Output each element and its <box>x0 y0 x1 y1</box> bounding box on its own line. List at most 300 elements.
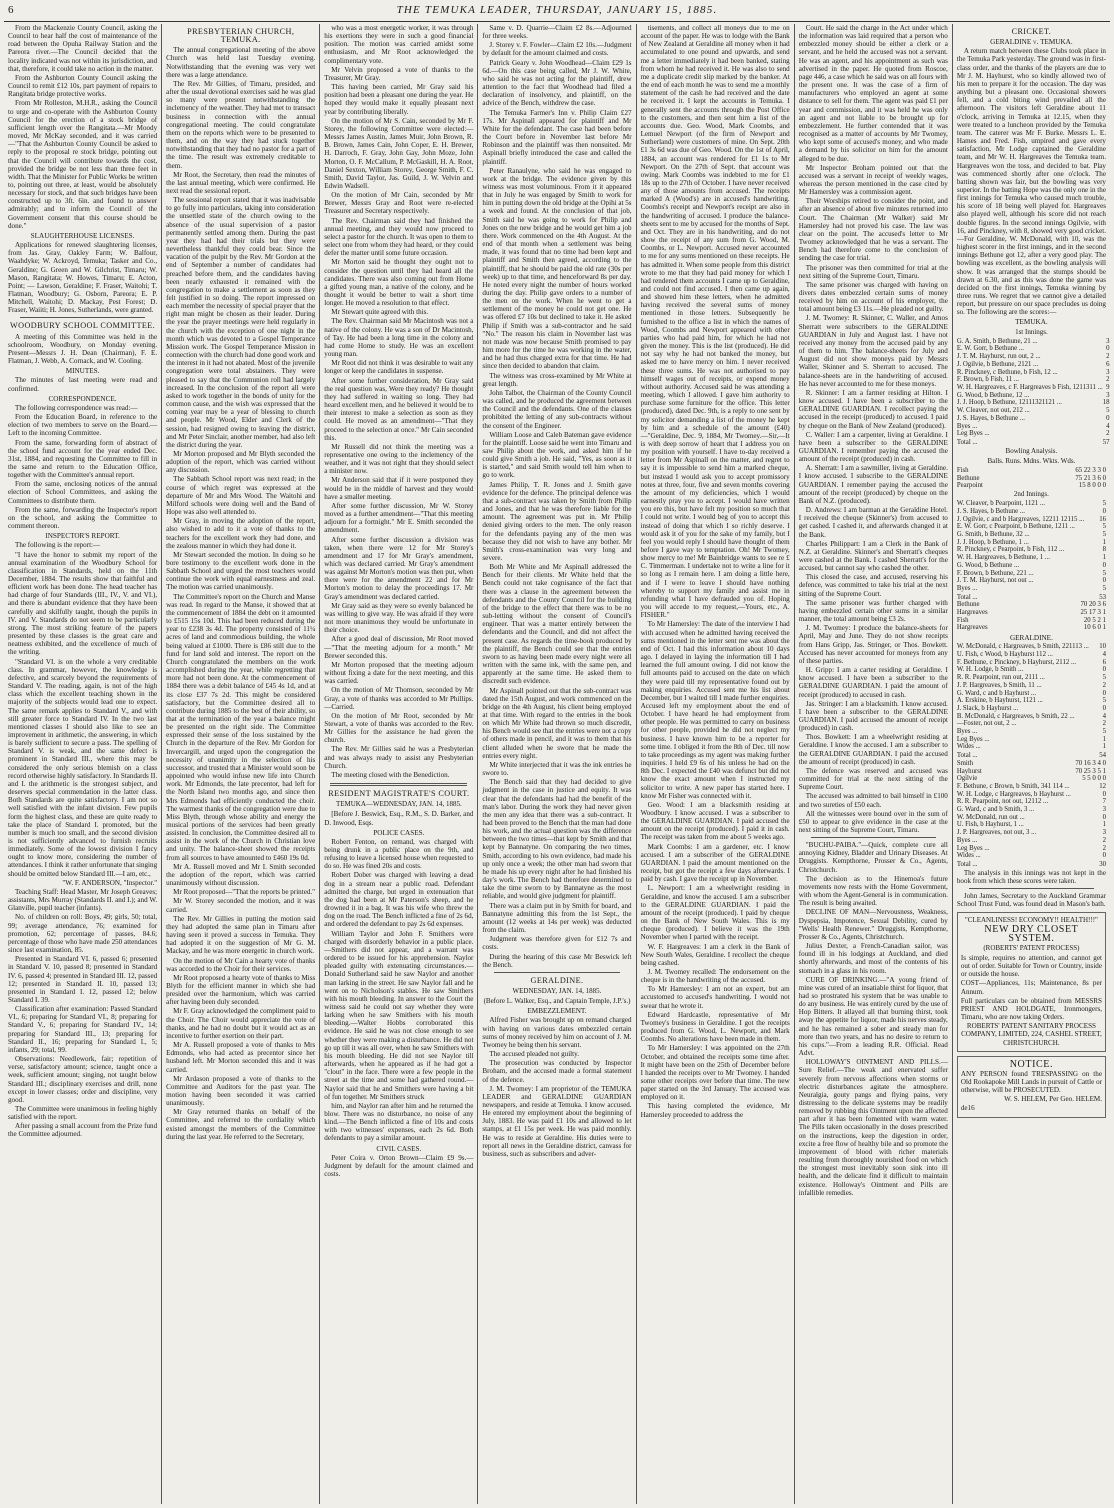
bowling-analysis-1 <box>957 467 1106 490</box>
bowler-name: Hargreaves <box>956 609 988 617</box>
paragraph: On the motion of Mr Thomson, seconded by Mr Gray, a vote of thanks was accorded to Mr Phillips.—Carried. <box>324 686 474 711</box>
total-runs: 57 <box>1102 438 1110 446</box>
batsman-entry: J. P. Hargreaves, not out, 3 ... <box>956 829 1037 837</box>
paragraph: Mr Root proposed—"That the reports be printed." <box>173 888 316 897</box>
bowling-analysis-3 <box>957 760 1106 783</box>
runs: 4 <box>1106 422 1110 430</box>
paragraph: Jas. Stringer: I am a blacksmith. I know accused. I have been a subscriber to the GERALDINE GUARDIAN. I paid accused the amount of receipt (produced) in cash. <box>798 699 948 733</box>
column-7 <box>953 24 1110 1504</box>
column-1 <box>4 24 162 1504</box>
bench-line: [Before J. Beswick, Esq., R.M., S. D. Barker, and D. Inwood, Esqs. <box>324 810 474 827</box>
bowler-name: Pearpoint <box>956 482 983 490</box>
dateline: WEDNESDAY, JAN. 14, 1885. <box>512 986 602 995</box>
paragraph: The sessional report stated that it was inadvisable to go fully into particulars, taking into consideration the unsettled state of the church owing to the absence of the usual supervision of a pastor permanently settled among them. During the past year they had had their trials but they were nevertheless thankful they could bear. Since the vacation of the pulpit by the Rev. Mr Gordon at the end of September a number of candidates had preached before them, and the candidates having been nearly exhausted it remained with the congregation to make a settlement as soon as they felt justified in so doing. The report impressed on each member the necessity of special prayer that the right man might be chosen as their leader. During the year the prayer meetings were held regularly in the church with the exception of one night in the month which was devoted to a Gospel Temperance Mission work. The Gospel Temperance Mission in connection with the church had done good work and the interest in it had not abated. Most of the juvenile congregation were total abstainers. They were pleased to say that the Communion roll had largely increased. In the conclusion of the report all were asked to work together in the bonds of unity for the common cause, and the wish was expressed that the coming year may be a year of blessing to church and people. Mr Wood, Elder and Clerk of the session, had resigned owing to leaving the district, and Mr Peter Sinclair, another member, had also left the district during the year. <box>166 196 316 449</box>
paragraph: This closed the case, and accused, reserving his defence, was committed to take his trial at the next sitting of the Supreme Court. <box>798 573 948 598</box>
score-row <box>957 554 1106 562</box>
bowling-figures: 10 6 0 1 <box>1083 624 1106 632</box>
paragraph: J. M. Twomey: I produce the balance-sheets for April, May and June. They do not show receipts from Hans Gripp, Jas. Stringer, or Thos. Bowkett. Accused has never accounted for moneys from any of these parties. <box>798 624 948 665</box>
paragraph: On the motion of Mr Cain, seconded by Mr Brewer, Messrs Gray and Root were re-elected Treasurer and Secretary respectively. <box>324 191 474 216</box>
section-heading: INSPECTOR'S REPORT. <box>45 532 120 541</box>
paragraph: Judgment was therefore given for £12 7s and costs. <box>482 935 632 952</box>
column-6 <box>795 24 953 1504</box>
section-heading: CORRESPONDENCE. <box>48 394 117 403</box>
bowling-row <box>957 475 1106 483</box>
runs: 1 <box>1102 821 1106 829</box>
paragraph: This having completed the evidence, Mr Hamersley proceeded to address the <box>640 1102 790 1119</box>
paragraph: Mr Gray said as they were so evenly balanced he was willing to give way. He was afraid if they were not more unanimous they would be unfortunate in their choice. <box>324 601 474 635</box>
runs: 3 <box>1106 368 1110 376</box>
article-heading: PRESBYTERIAN CHURCH, TEMUKA. <box>187 27 295 45</box>
runs: 6 <box>1102 658 1106 666</box>
runs: 2 <box>1106 430 1110 438</box>
paragraph: After some further discussion a division was taken, when there were 12 for Mr Storey's amendment and 17 for Mr Gray's amendment, which was declared carried. Mr Gray's amendment was against Mr Morton's motion was then put, when there were for the amendment 22 and for Mr Morton's motion to delay the proceedings 17. Mr Gray's amendment was declared carried. <box>324 535 474 601</box>
paragraph: tisements, and collect all moneys due to me on account of the paper. He was to lodge with the Bank of New Zealand at Geraldine all money when it had accumulated to one pound and upwards, and send me a letter immediately it had been banked, stating from whom he had received it. He was also to send me a duplicate credit slip marked by the banker. At the end of each month he was to send me a monthly statement of the cash he had received and the date he received it. I kept the accounts in Temuka. I generally sent the accounts through the Post Office to the customers, and then sent him a list of the accounts due. Geo. Wood, Mark Coombs, and Lemuel Newport (of the firm of Newport and Sutherland) were customers of mine. On Sept. 20th £1 3s 6d was due of Geo. Wood. On the 1st of April, 1884, an account was rendered for £1 1s to Mr Newport. On the 27th of Sept. that account was owing. Mark Coombs was indebted to me for £1 18s up to the 27th of October. I have never received any of those amounts from accused. The receipts marked A (Wood's) are in accused's handwriting. Coombs's receipt and Newport's receipt are also in the handwriting of accused. I produce the balance-sheets sent to me by accused for the months of Sept. and Oct. They are in his handwriting, and do not show the receipt of any sum from G. Wood, M. Coombs, or L. Newport. Accused never accounted to me for any sums mentioned on these receipts. He has admitted it. When some people from this district wrote to me that they had paid money for which I had rendered them accounts I came up to Geraldine, and could not find accused. I then came up again, and showed him these letters, when he admitted having received the several sums of money mentioned in those letters. Subsequently he furnished to the office a list in which the names of Wood, Coombs and Newport appeared with other parties who had paid him, for which he had not given the money. This is the list (produced). He did not say why he had not banked the money, but asked me to have mercy on him. I never received these three sums. He was not authorised to pay himself wages out of receipts, or expend money without authority. Accused said he was attending a meeting, which I allowed. I gave him authority to purchase some furniture for the office. This letter (produced), dated Dec. 9th, is a reply to one sent by my solicitor demanding a list of the money he kept by him and a schedule of the amount (£40)—"Geraldine, Dec. 9, 1884, Mr Twomey.—Sir,—It is with deep sorrow of heart that I address you on my position with yourself. I have to-day received a letter from Mr Aspinall on the matter, and regret to say it is impossible to send him a marked cheque, but instead I would ask you to accept promissory notes at three, four, five and seven months covering the amount of my deficiencies, which I would earnestly pray you to accept. I would have written you ere this, but have felt my position so much that I could not write. I would beg of you to accept this instead of doing that which I so richly deserve. I would ask it of you for the sake of my family, but I feel you would reply I should have thought of them before I gave way to temptation. Oh! Mr Twomey, show mercy to me! Mr Bainbridge wants to see re £ C. Timmerman. I undertake not to write a line for it so long as I remain here. I am doing a little here, and if I were to leave I should have nothing whereby to support my family and assist me in refunding what I have defrauded you of. Hoping you will accede to my request,—Yours, etc., A. FISHER." <box>640 24 790 620</box>
paragraph: This having been carried, Mr Gray said his position had been a pleasant one during the year. He hoped they would make it equally pleasant next year by contributing liberally. <box>324 83 474 116</box>
paragraph: William Taylor and John F. Smithers were charged with disorderly behavior in a public place.—Smithers did not appear, and a warrant was ordered to be issued for his apprehension. Naylor pleaded guilty with extenuating circumstances.—Donald Sutherland said he saw Naylor and another man larking in the street. He saw Naylor fall and he went on to Nicholson's stables. He saw Smithers with his mouth bleeding. In answer to the Court the witness said he could not say whether they were larking when he saw Smithers with his mouth bleeding.—Walter Hobbs corroborated this evidence. He said he was not close enough to see whether they were making a disturbance. He did not go up till it was all over, when he saw Smithers with his mouth bleeding. He did not see Naylor till afterwards, when he appeared as if he had got a "clout" in the face. There were a few people in the street at the time and some had gathered round.—Naylor said that he and Smithers were having a bit of fun together. Mr Smithers struck <box>324 929 474 1101</box>
score-row <box>957 821 1106 829</box>
runs: 0 <box>1102 689 1106 697</box>
runs: 1 <box>1102 554 1106 562</box>
paragraph: H. Gripp: I am a carter residing at Geraldine. I know accused. I have been a subscriber to the GERALDINE GUARDIAN. I paid the amount of receipt (produced) to accused in cash. <box>798 666 948 699</box>
paragraph: From the Ashburton County Council asking the Council to remit £12 10s, part payment of repairs to Rangitata bridge protective works. <box>8 73 158 99</box>
score-row <box>957 713 1106 721</box>
batsman-entry: J. Ogilvie, c and b Hargreaves, 12211 12115 ... <box>956 515 1085 523</box>
paragraph: L. Newport: I am a wheelwright residing in Geraldine, and know the accused. I am a subscriber to the GERALDINE GUARDIAN. I paid the amount of the receipt (produced). I paid by cheque on the Bank of New South Wales. This is my cheque (produced). I believe it was the 19th November when I parted with the receipt. <box>640 884 790 942</box>
paragraph: The accused pleaded not guilty. <box>489 1050 579 1059</box>
ad-headline: NOTICE. <box>1009 1058 1054 1070</box>
bowling-row <box>957 601 1106 609</box>
score-row <box>957 376 1110 384</box>
dateline: TEMUKA—WEDNESDAY, JAN. 14, 1885. <box>335 800 462 809</box>
total-runs: 30 <box>1099 861 1106 868</box>
total-row <box>957 593 1106 602</box>
paragraph: The prosecution was conducted by Inspector Broham, and the accused made a formal statement of the defence. <box>482 1059 632 1084</box>
paragraph: R. Skinner: I am a farmer residing at Hilton. I know accused. I have been a subscriber to the GERALDINE GUARDIAN. I recollect paying the accused in the receipt (produced) to accused. I paid by cheque on the Bank of New Zealand (produced). <box>798 388 948 430</box>
runs: 2 <box>1106 353 1110 361</box>
runs: 0 <box>1106 414 1110 422</box>
bowling-columns: Balls. Runs. Mdns. Wkts. Wds. <box>987 456 1076 465</box>
score-row <box>957 736 1106 744</box>
runs: 5 <box>1102 674 1106 682</box>
paragraph: CURE OF DRINKING.—"A young friend of mine was cured of an insatiable thirst for liquor, that had so prostrated his system that he was unable to do any business. He was entirely cured by the use of Hop Bitters. It allayed all that burning thirst, took away the appetite for liquor, made his nerves steady, and he has remained a sober and steady man for more than two years, and has no desire to return to his cups."—From a leading R.R. Official. Read Advt. <box>798 975 948 1058</box>
paragraph: The decision as to the Hinemoa's future movements now rests with the Home Government, with whom the Agent-General is in communication. The result is being awaited. <box>798 874 948 908</box>
paragraph: Mark Coombs: I am a gardener, etc. I know accused. I am a subscriber of the GERALDINE GUARDIAN. I paid the amount mentioned on the receipt, but got the receipt a few days afterwards. I paid by cash. I gave the receipt up in November. <box>640 842 790 884</box>
paragraph: To Mr Hamersley: I was appointed on the 27th October, and obtained the receipts some time after. It might have been on the 25th of December before I handed the receipts over to Mr Twomey. I handed some other receipts over before that time. The new paper started on the 3rd January. The accused was employed on it. <box>640 1044 790 1102</box>
paragraph: HOLLOWAY'S OINTMENT AND PILLS.—Sure Relief.—The weak and enervated suffer severely from nervous affections when storms or electric disturbances agitate the atmosphere. Neuralgia, gouty pangs and flying pains, very distressing to the delicate systems may be readily removed by rubbing this Ointment upon the affected part after it has been fomented with warm water. The Pills taken occasionally in the doses prescribed on the instructions, keep the digestion in order, excite a free flow of healthy bile and so promote the improvement of blood with richer materials resulting from thoroughly nourished food on which the strongest must inevitably soon sink into ill health, and the delicate find it difficult to maintain existence. Holloway's Ointment and Pills are infallible remedies. <box>798 1058 948 1197</box>
divider <box>20 317 145 318</box>
column-4 <box>478 24 636 1504</box>
total-label: Total ... <box>956 752 978 760</box>
score-row <box>957 814 1106 822</box>
paragraph: J. Storey v. F. Fowler—Claim £2 10s.—Judgment by default for the amount claimed and costs. <box>482 41 632 58</box>
score-row <box>957 690 1106 698</box>
masthead-rule <box>4 21 1110 22</box>
scorecard-temuka-2 <box>957 500 1106 601</box>
bowling-row <box>957 617 1106 625</box>
paragraph: Patrick Geary v. John Woodhead—Claim £29 1s 6d.—On this case being called, Mr J. W. White, who said he was not acting for the plaintiff, drew attention to the fact that Woodhead had filed a declaration of insolvency, and plaintiff, on the advice of the Bench, withdrew the case. <box>482 58 632 108</box>
runs: 9 <box>1106 384 1110 391</box>
bowler-name: Hayhurst <box>956 767 982 775</box>
paragraph: The accused was admitted to bail himself in £100 and two sureties of £50 each. <box>798 792 948 809</box>
score-row <box>957 651 1106 659</box>
article-heading: GERALDINE. <box>530 975 584 985</box>
runs: 0 <box>1102 561 1106 569</box>
batsman-entry: E. W. Gorr, c Pearpoint, b Bethune, 1211 ... <box>956 523 1075 531</box>
paragraph: The Committee were unanimous in feeling highly satisfied with the report. <box>8 1105 158 1122</box>
section-heading: EMBEZZLEMENT. <box>527 1007 587 1016</box>
batsman-entry: Leg Byes ... <box>956 430 990 438</box>
paragraph: The witness was cross-examined by Mr White at great length. <box>482 371 632 388</box>
bowler-name: Bethune <box>956 601 980 609</box>
score-row <box>957 392 1110 400</box>
paragraph: The following is the report:— <box>15 541 101 550</box>
paragraph: Mr Gray, in moving the adoption of the report, also wished to add to it a vote of thanks to the teachers for the excellent work they had done, and the zealous manner in which they had done it. <box>166 517 316 550</box>
bench-line: (Before L. Walker, Esq., and Captain Temple, J.P.'s.) <box>483 997 631 1006</box>
total-runs: 53 <box>1099 593 1106 601</box>
paragraph: On the motion of Mr S. Cain, seconded by Mr F. Storey, the following Committee were elected:—Messrs James Austin, James Muir, John Brown, R. B. Brown, James Cain, John Coper, E. H. Brewer, H. Darroch, F. Gray, John Gay, John Moze, John Morton, O. F. McCallum, P. McGaskill, H. A. Root, Daniel Sexton, William Storey, George Smith, F. C. Smith, David Taylor, Jas. Guild, J. W. Velvin and Edwin Wadsell. <box>324 116 474 190</box>
ad-text: ROBERTS' PATENT SANITARY PROCESS COMPANY, LIMITED, 224, CASHEL STREET, CHRISTCHURCH. <box>961 1022 1102 1047</box>
batsman-entry: B. McDonald, c Hargreaves, b Smith, 22 ... <box>956 712 1075 720</box>
paragraph: Same v. D. Quarrie—Claim £2 8s.—Adjourned for three weeks. <box>482 24 632 41</box>
paragraph: On the motion of Mr Cain a hearty vote of thanks was accorded to the Choir for their services. <box>166 956 316 973</box>
paragraph: "Standard VI. is on the whole a very creditable class. In grammar, however, the knowledge is defective, and scarcely beyond the requirements of Standard V. The reading, again, is not of the high class which the excellent teaching shown in the majority of the subjects would lead one to expect. The same remark applies to Standard V., and with still greater force to Standard IV. In the two last mentioned classes I should also like to see an improvement in arithmetic, the answering, in which is barely sufficient to secure a pass. The spelling of Standard V. is weak, and the same defect is prominent in Standard III., where this may be considered the only serious blemish on a class record otherwise highly satisfactory. In Standards II. and I. the arithmetic is the strongest subject, and deserves special commendation in the latter class. Both Standards are quite satisfactory. I am not so well satisfied with the infant division. Few pupils form the highest class, and these are quite ready to take the place of Standard I. promoted, but the number is much too small, and the second division is not sufficiently advanced to furnish recruits immediately. Some of the lowest division I fancy ought to know more, considering the number of attendances. I think it rather unfortunate that singing should be omitted below Standard III.—I am, etc., <box>8 657 158 878</box>
bowling-figures: 65 22 3 3 0 <box>1075 466 1106 474</box>
team-heading: GERALDINE. <box>1009 634 1053 643</box>
column-2 <box>162 24 320 1504</box>
bowling-figures: 15 8 0 0 0 <box>1078 482 1106 490</box>
batsman-entry: J. P. Hargreaves, b Smith, 11 ... <box>956 681 1042 689</box>
batsman-entry: Leg Byes ... <box>956 844 990 852</box>
bowling-figures: 5 5 0 0 0 <box>1082 775 1106 783</box>
score-row <box>957 345 1110 353</box>
total-row <box>957 860 1106 869</box>
bowler-name: Fish <box>956 616 969 624</box>
runs: 0 <box>1102 790 1106 798</box>
runs: 1 <box>1102 735 1106 743</box>
score-row <box>957 570 1106 578</box>
runs: 0 <box>1102 507 1106 515</box>
score-row <box>957 798 1106 806</box>
paragraph: The Committee's report on the Church and Manse was read. In regard to the Manse, it showed that at the commencement of 1884 the debt on it amounted to £515 15s 10d. This had been reduced during the year to £238 3s 4d. The property consisted of 11¼ acres of land and commodious building, the whole being valued at £1000. There is £86 still due to the fund for land sold and interest. The report on the Church congratulated the members on the work accomplished during the year, while regretting that more had not been done. At the commencement of 1884 there was a debit balance of £45 4s 1d, and at its close £37 7s 2d. This might be considered satisfactory, but the Committee desired all to contribute during 1885 to the best of their ability, so that at the termination of the year a balance might be presented on the right side. The Committee expressed their sense of the loss sustained by the Church in the departure of the Rev. Mr Gordon for Invercargill, and urged upon the congregation the necessity of unanimity in the selection of his successor, and trusted that a Minister would soon be appointed who would infuse new life into Church work. Mr Edmonds, the late precentor, had left for the North Island two months ago, and since then Mrs Edmonds had efficiently conducted the choir. The warmest thanks of the congregation were due to Miss Blyth, through whose ability and energy the musical portions of the services had been greatly assisted. In conclusion, the Committee desired all to assist in the work of the Church in Christian love and unity. The balance-sheet showed the receipts from all sources to have amounted to £460 19s 0d. <box>166 592 316 862</box>
ad-headline: NEW DRY CLOSET SYSTEM. <box>984 924 1079 944</box>
paragraph: him, and Naylor ran after him and he returned the blow. There was no disturbance, no noise of any kind.—The Bench inflicted a fine of 10s and costs with two witnesses' expenses, each 2s 6d. Both defendants to pay a similar amount. <box>324 1101 474 1143</box>
score-row <box>957 743 1106 751</box>
paragraph: From the Mackenzie County Council, asking the Council to hear half the cost of maintenance of the road between the Opuha Railway Station and the Pareora river.—The Council decided that the locality indicated was not within its jurisdiction, and that, therefore, it could take no action in the matter. <box>8 24 158 73</box>
page-number: 6 <box>8 4 15 16</box>
runs: 6 <box>1106 360 1110 368</box>
paragraph: Mr Aspinall pointed out that the sub-contract was dated the 15th August, and work commenced on the bridge on the 4th August, his client being employed at that time. With regard to the entries in the book on which Mr White had thrown so much discredit, his Bench would see that the entries were not a copy of others made in pencil, and it was to them that his client alluded when he swore that he made the entries every night. <box>482 686 632 760</box>
score-row <box>957 531 1106 539</box>
paragraph: Thos. Bowkett: I am a wheelwright residing at Geraldine. I know the accused. I am a subscriber to the GERALDINE GUARDIAN. I paid the accused the amount of receipt (produced) in cash. <box>798 733 948 766</box>
newspaper-title: THE TEMUKA LEADER, THURSDAY, JANUARY 15, 1885. <box>396 4 718 16</box>
bowler-name: Bethune <box>956 474 980 482</box>
paragraph: Presented in Standard VI. 6, passed 6; presented in Standard V. 10, passed 8; presented in Standard IV. 6, passed 4; presented in Standard III. 12, passed 12; presented in Standard II. 10, passed 13; presented in Standard I. 12, passed 12; below Standard I. 39. <box>8 955 158 1004</box>
runs: 4 <box>1102 651 1106 659</box>
runs: 4 <box>1102 712 1106 720</box>
paragraph: The Rev. Chairman said they had finished the annual meeting, and they would now proceed to select a pastor for the church. It was open to them to select one from whom they had heard, or they could defer the matter until some future occasion. <box>324 216 474 258</box>
paragraph: The same prisoner was further charged with having embezzled certain other sums in a similar manner, the total amount being £3 2s. <box>798 598 948 624</box>
score-row <box>957 845 1106 853</box>
ad-subtitle: (ROBERTS' PATENT PROCESS) <box>983 943 1080 952</box>
column-3 <box>320 24 478 1504</box>
paragraph: James Philip, T. R. Jones and J. Smith gave evidence for the defence. The principal defence was that a sub-contract was taken by Smith from Philip and Jones, and that he was therefore liable for the amount. The agreement was put in. Mr Philip denied giving orders to the men. The only reason for the defendants paying any of the men was because they did not wish to have any bother. Mr Smith's cross-examination was very long and severe. <box>482 480 632 562</box>
paragraph: The annual congregational meeting of the above Church was held last Tuesday evening. Notwithstanding that the evening was very wet there was a large attendance. <box>166 46 316 79</box>
paragraph: Court. He said the charge in the Act under which the information was laid required that a person who embezzled money should be either a clerk or a servant, and he held the accused was not a servant. He was an agent, and his appointment as such was advertised in the paper. He quoted from Roscoe, page 446, a case which he said was on all fours with the present one. It was the case of a firm of manufacturers who employed an agent at some distance to sell for them. The agent was paid £1 per year and commission, and it was held he was only an agent and not liable to be brought up for embezzlement. He further contended that it was recognised as a matter of accounts by Mr Twomey, who kept some of accused's money, and who made a demand by his solicitor on him for the amount alleged to be due. <box>798 24 948 163</box>
runs: 5 <box>1102 584 1106 592</box>
article-heading: RESIDENT MAGISTRATE'S COURT. <box>328 789 470 799</box>
batsman-entry: J. J. Hoop, b Bethune, 12111321121 ... <box>956 399 1063 407</box>
paragraph: Geo. Wood: I am a blacksmith residing at Woodbury. I know accused. I was a subscriber to the GERALDINE GUARDIAN. I paid accused the amount on the receipt (produced). I paid it in cash. The receipt was taken from me about 5 weeks ago. <box>640 800 790 842</box>
paragraph: On the motion of Mr Root, seconded by Mr Stewart, a vote of thanks was accorded to the Rev. Mr Gillies for the assistance he had given the church. <box>324 711 474 745</box>
paragraph: Mr W. Storey seconded the motion, and it was carried. <box>166 897 316 914</box>
batsman-entry: G. A. Smith, b Bethune, 21 ... <box>956 337 1038 345</box>
paragraph: From the same, enclosing notices of the annual election of School Committees, and asking the Committees to distribute them. <box>8 480 158 505</box>
bowling-row <box>957 482 1106 490</box>
runs: 3 <box>1106 391 1110 399</box>
paragraph: John James, Secretary to the Auckland Grammar School Trust Fund, was found dead in Mason's bath. <box>956 892 1106 909</box>
runs: 1 <box>1102 743 1106 751</box>
paragraph: The minutes of last meeting were read and confirmed. <box>8 376 158 393</box>
score-row <box>957 523 1106 531</box>
paragraph: The analysis in this innings was not kept in the book from which these scores were taken. <box>956 868 1106 885</box>
paragraph: The Sabbath School report was next read; in the course of which regret was expressed at the departure of Mr and Mrs Wood. The Waitohi and Milford schools were doing well and the Band of Hope was also well attended to. <box>166 475 316 517</box>
batsman-entry: W. McDonald, c Hargreaves, b Smith, 221113 ... <box>956 643 1089 651</box>
paragraph: Mr Inspector Broham pointed out that the accused was a servant in receipt of weekly wages, whereas the person mentioned in the case cited by Mr Hamersley was a commission agent. <box>798 163 948 197</box>
runs: 5 <box>1106 407 1110 415</box>
score-row <box>957 353 1110 361</box>
batsman-entry: R. R. Pearpoint, run out, 2111 ... <box>956 674 1045 682</box>
paragraph: A meeting of this Committee was held in the schoolroom, Woodbury, on Monday evening. Present—Messrs J. H. Dean (Chairman), F. E. Flatman, J. Webb, A. Cornack, and W. Cooling. <box>8 332 158 366</box>
paragraph: Peter Ranaulyne, who said he was engaged to work at the bridge. The evidence given by this witness was most voluminous. From it it appeared that in July he was engaged by Smith to work for him in putting down the old bridge at the Opihi at 5s a week and found. At the conclusion of that job, Smith said he was going to work for Philip and Jones on the new bridge and he would get him a job there. Work commenced on the 4th August. At the end of that month when a settlement was being made, it was found that no time had been kept and plaintiff and Smith then agreed, according to the plaintiff, that he should be paid the old rate (30s per week) up to that time, and henceforward 8s per day. He noted every night the number of hours worked during the day. Philip gave orders to a number of the men on the work. When he went to get a settlement of the money he could not get one. He was offered £7 10s but declined to take it. He asked Philip if Smith was a sub-contractor and he said "No." The reason his claim in November last was not made was now because Smith promised to pay him more for the time he was working in the water, and he had thus charged extra for that time. He had since then decided to abandon that claim. <box>482 166 632 371</box>
paragraph: The defence was reserved and accused was committed for trial at the next sitting of the Supreme Court. <box>798 766 948 792</box>
batsman-entry: R. Pinckney, c Pearpoint, b Fish, 112 ... <box>956 546 1065 554</box>
ad-text: Full particulars can be obtained from MESSRS PRIEST AND HOLDGATE, Ironmongers, Timaru, who are now taking Orders. <box>960 996 1102 1022</box>
paragraph: To Mr Hamersley: I am not an expert, but am accustomed to accused's handwriting. I would not swear that he wrote it. <box>640 985 790 1010</box>
total-label: Total ... <box>956 438 978 446</box>
batsman-entry: J. T. M. Hayhurst, not out ... <box>956 577 1034 585</box>
batsman-entry: W. H. Lodge, c Hargreaves, b Hayhurst ... <box>956 790 1071 798</box>
runs: 7 <box>1102 798 1106 806</box>
bowler-name: Smith <box>956 759 974 767</box>
section-heading: CIVIL CASES. <box>376 1144 422 1153</box>
divider <box>330 783 467 786</box>
ad-title: "CLEANLINESS! ECONOMY!! HEALTH!!!" <box>964 916 1098 925</box>
paragraph: Teaching Staff: Head Master, Mr Joseph Greaves; assistants, Mrs Murray (Standards II. and I.); and W. Glanville, pupil teacher (infants). <box>8 887 158 913</box>
runs: 0 <box>1102 852 1106 860</box>
score-row <box>957 384 1110 392</box>
ad-signature: W. S. HELEM, Per Geo. HELEM. <box>1004 1095 1102 1104</box>
batsman-entry: G. Wood, b Bethune ... <box>956 561 1020 569</box>
score-row <box>957 369 1110 377</box>
batsman-entry: U. Fish, b Hayhurst, 1 ... <box>956 821 1024 829</box>
bowling-figures: 70 25 3 5 1 <box>1075 767 1106 775</box>
paragraph: "I have the honor to submit my report of the annual examination of the Woodbury School for classification in Standards, held on the 11th December, 1884. The results show that faithful and efficient work has been done. The head teacher has had charge of four Standards (III., IV., V. and VI.), and there is abundant evidence that they have been carefully and skilfully taught, though the pupils in IV. and V. Standards do not seem to be particularly strong. The most striking feature of the papers presented by these classes is the great care and neatness exhibited, and the excellence of much of the writing. <box>8 550 158 657</box>
scorecard-geraldine-1 <box>957 643 1106 760</box>
masthead <box>0 4 1114 20</box>
score-row <box>957 720 1106 728</box>
paragraph: Edward Hardcastle, representative of Mr Twomey's business in Geraldine. I got the receipts produced from G. Wood, L. Newport, and Mark Coombs. No alterations have been made in them. <box>640 1010 790 1044</box>
score-row <box>957 674 1106 682</box>
batsman-entry: G. Ward, c and b Hayhurst ... <box>956 689 1037 697</box>
runs: 5 <box>1102 728 1106 736</box>
runs: 1 <box>1102 538 1106 546</box>
runs: 2 <box>1102 681 1106 689</box>
paragraph: A return match between these Clubs took place in the Temuka Park yesterday. The ground was in first-class order, and the thanks of the players are due to Mr J. M. Hayhurst, who so kindly allowed two of his men to prepare it for the occasion. The day was anything but a pleasant one. Occasional showers fell, and a cold biting wind prevailed all the afternoon. The visitors left Geraldine about 11 o'clock, arriving in Temuka at 12.15, when they were treated to a luncheon provided by the Temuka team. The caterer was Mr F. Burke. Messrs L. E. Hames and Fred. Fish, umpired and gave every satisfaction, Mr Lodge captained the Geraldine team, and Mr W. H. Hargreaves the Temuka team. Hargreaves won the toss, and decided to bat. Play was commenced shortly after one o'clock. The batting shown was fair, but the bowling was very superior. In the batting Hope was the only one in the first innings for Temuka who caused much trouble, his score of 18 being well played for. Hargreaves also played well, although his score did not reach double figures. In the second innings Ogilvie, with 16, and Pinckney, with 8, showed very good cricket.—For Geraldine, W. McDonald, with 10, was the highest scorer in the first innings, and in the second innings Bethune got 12, after a very good play. The bowling was excellent, as the bowling analysis will show. It was arranged that the stumps should be drawn at 6.30, and as this was done the game was decided on the first innings, Temuka winning by three runs. We regret that we cannot give a detailed report, but pressure on our space precludes us doing so. The following are the scores:— <box>956 47 1106 317</box>
ad-text: ANY PERSON found TRESPASSING on the Old Rookapoke Mill Lands in pursuit of Cattle or otherwise, will be PROSECUTED. <box>960 1069 1102 1095</box>
paragraph: Mr Anderson said that if it were postponed they would be in the middle of harvest and they would have a smaller meeting. <box>324 476 474 501</box>
score-row <box>957 643 1106 651</box>
runs: 2 <box>1102 836 1106 844</box>
runs: 2 <box>1106 376 1110 384</box>
bowler-name: Fish <box>956 466 969 474</box>
batsman-entry: F. Bethune, c Pinckney, b Hayhurst, 2112 ... <box>956 658 1077 666</box>
runs: 3 <box>1102 829 1106 837</box>
score-row <box>957 783 1106 791</box>
column-5 <box>637 24 795 1504</box>
batsman-entry: F. Brown, b Bethune, 221 ... <box>956 569 1034 577</box>
paragraph: Observations: Needlework, fair; repetition of verse, satisfactory amount; science, taught once a week, sufficient amount; singing, not taught below Standard III.; disciplinary exercises and drill, none except in lower classes; order and discipline, very good. <box>8 1055 158 1104</box>
bowling-heading: Bowling Analysis. <box>1005 446 1058 455</box>
score-row <box>957 829 1106 837</box>
runs: 5 <box>1102 523 1106 531</box>
paragraph: No. of children on roll: Boys, 49; girls, 50; total, 99; average attendance, 76; examined for promotion, 62; percentage of passes, 84.6; percentage of those who have made 250 attendances since last examination, 85. <box>8 913 158 955</box>
paragraph: The meeting closed with the Benediction. <box>331 770 450 779</box>
paragraph: Mr Stewart seconded the motion. In doing so he bore testimony to the excellent work done in the Sabbath School and urged the most teachers would continue the work with equal earnestness and zeal. The motion was carried unanimously. <box>166 550 316 592</box>
paragraph: John Talbot, the Chairman of the County Council was called, and he produced the agreement between the Council and the defendants. One of the clauses prohibited the letting of any sub-contracts without the consent of the Engineer. <box>482 388 632 430</box>
paragraph: After some further discussion, Mr W. Storey moved as a further amendment—"That this meeting adjourn for a fortnight." Mr E. Smith seconded the amendment. <box>324 501 474 535</box>
score-row <box>957 423 1110 431</box>
batsman-entry: Leg Byes ... <box>956 735 990 743</box>
batsman-entry: —Foster, not out, 2 ... <box>956 720 1017 728</box>
paragraph: From the Education Board, in reference to the election of two members to serve on the Board.—Left to the incoming Committee. <box>8 413 158 438</box>
paragraph: William Loose and Caleb Bateman gave evidence for the plaintiff. Loose said he went into Timaru and saw Philip about the work, and asked him if he could give Smith a job. He said, "Yes, as soon as it is started," and said Smith would tell him when to go to work. <box>482 430 632 480</box>
paragraph: Mr Russell did not think the meeting was a representative one owing to the inclemency of the weather, and it was not right that they should select a minister now. <box>324 442 474 476</box>
score-row <box>957 516 1106 524</box>
advertisement-dry-closet <box>957 912 1106 1051</box>
total-row <box>957 751 1106 760</box>
score-row <box>957 705 1106 713</box>
paragraph: The Bench said that they had decided to give judgment in the case in justice and equity. It was clear that the defendants had had the benefit of the man's labor. During the work they had never given the men any idea that there was a sub-contract. It had been proved to the Bench that the man had done his work, and the actual question was the difference between the two times—that kept by Smith and that kept by Bannatyne. On comparing the two times, Smith, according to his own evidence, had made his up only once a week; the other man had sworn that he made his up every night after he had finished his day's work. The Bench had therefore determined to take the time sworn to by Bannatyne as the most reliable, and would give judgment for plaintiff. <box>482 778 632 901</box>
paragraph: Mr F. Gray acknowledged the compliment paid to the Choir. The Choir would appreciate the vote of thanks, and he had no doubt but it would act as an incentive to further exertion on their part. <box>166 1007 316 1040</box>
divider <box>969 888 1094 889</box>
paragraph: Their Worships retired to consider the point, and after an absence of about five minutes returned into Court. The Chairman (Mr Walker) said Mr Hamersley had not proved his case. The law was clear on the point. The accused's letter to Mr Twomey acknowledged that he was a servant. The Bench had therefore come to the conclusion of sending the case for trial. <box>798 197 948 263</box>
runs: 0 <box>1102 577 1106 585</box>
score-row <box>957 666 1106 674</box>
score-row <box>957 361 1110 369</box>
paragraph: Robert Fenton, on remand, was charged with being drunk in a public place on the 9th, and refusing to leave a licensed house when requested to do so. He was fined 20s and costs. <box>324 837 474 871</box>
runs: 0 <box>1102 666 1106 674</box>
runs: 10 <box>1099 643 1106 651</box>
batsman-entry: A. Erskine, b Hayhurst, 1121 ... <box>956 697 1043 705</box>
paragraph: The following correspondence was read:— <box>15 403 138 412</box>
runs: 0 <box>1106 345 1110 353</box>
runs: 8 <box>1102 546 1106 554</box>
batsman-entry: G. Smith, b Bethune, 32 ... <box>956 531 1030 539</box>
runs: 5 <box>1102 569 1106 577</box>
paragraph: Classification after examination: Passed Standard VI., 6; preparing for Standard VI., 8; preparing for Standard V., 6; preparing for Standard IV., 14; preparing for Standard III., 13; preparing for Standard II., 16; preparing for Standard I., 5; infants, 29; total, 99. <box>8 1005 158 1054</box>
score-row <box>957 500 1106 508</box>
paragraph: Julius Dexter, a French-Canadian sailor, was found ill in his lodgings at Auckland, and died shortly afterwards, and most of the contents of his stomach in a glass in his room. <box>798 942 948 975</box>
section-heading: POLICE CASES. <box>373 828 425 837</box>
batsman-entry: W. H. Hargreaves, b Bethune, 1 ... <box>956 554 1050 562</box>
paragraph: The Rev. Chairman said Mr Macintosh was not a native of the colony. He was a son of Dr Macintosh, of Tay. He had been a long time in the colony and had come Home to study. He was an excellent young man. <box>324 317 474 359</box>
bowling-figures: 70 20 3 6 <box>1080 601 1106 609</box>
team-heading: TEMUKA. <box>1015 318 1048 327</box>
paragraph: Mr Morton proposed and Mr Blyth seconded the adoption of the report, which was carried without any discussion. <box>166 449 316 475</box>
runs: 12 <box>1099 782 1106 790</box>
advertisement-notice <box>957 1056 1106 1118</box>
bowling-figures: 25 17 3 1 <box>1080 609 1106 617</box>
runs: 5 <box>1102 531 1106 539</box>
paragraph: Mr White interjected that it was the ink entries he swore to. <box>482 760 632 778</box>
batsman-entry: Byes ... <box>956 584 978 592</box>
runs: 16 <box>1099 515 1106 523</box>
bowling-figures: 20 5 2 1 <box>1083 616 1106 624</box>
score-row <box>957 415 1110 423</box>
ad-code: de16 <box>960 1104 975 1113</box>
paragraph: Mr Stewart quite agreed with this. <box>331 308 429 317</box>
batsman-entry: R. R. Pearpoint, not out, 12112 ... <box>956 798 1049 806</box>
batsman-entry: J. Slack, b Hayhurst ... <box>956 704 1019 712</box>
innings-heading: 2nd Innings. <box>1013 490 1049 499</box>
runs: 3 <box>1102 806 1106 814</box>
bowling-row <box>957 768 1106 776</box>
paragraph: C. Waller: I am a carpenter, living at Geraldine. I have been a subscriber to the GERALDINE GUARDIAN. I remember paying the accused the amount of the receipt (produced) in cash. <box>798 430 948 464</box>
paragraph: J. M. Twomey recalled: The endorsement on the cheque is in the handwriting of the accused. <box>640 967 790 985</box>
paragraph: Robert Dober was charged with leaving a dead dog in a stream near a public road. Defendant admitted the charge, but urged in extenuation that the dog had been at Mr Paterson's sheep, and he drowned it in a bag. It was his wife who threw the dog on the road. The Bench inflicted a fine of 2s 6d, and ordered the defendant to pay 2s 6d expenses. <box>324 871 474 929</box>
batsman-entry: E. W. Gorr, b Bethune ... <box>956 345 1024 353</box>
score-row <box>957 659 1106 667</box>
batsman-entry: Wides ... <box>956 743 981 751</box>
paragraph: The Temuka Farmer's Inn v. Philip Claim £27 17s. Mr Aspinall appeared for plaintiff and Mr White for the defendant. The case had been before the Court before in November last before Mr Robinson and the plaintiff was then nonsuited. Mr Aspinall briefly introduced the case and called the plaintiff. <box>482 108 632 166</box>
score-row <box>957 806 1106 814</box>
section-heading: GERALDINE v. TEMUKA. <box>990 38 1073 47</box>
divider <box>494 972 619 973</box>
bowling-row <box>957 467 1106 475</box>
score-row <box>957 338 1110 346</box>
score-row <box>957 399 1110 407</box>
batsman-entry: W. Cleaver, not out, 212 ... <box>956 407 1030 415</box>
score-row <box>957 539 1106 547</box>
paragraph: D. Andrews: I am barman at the Geraldine Hotel. I received the cheque (Skinner's) from accused to get cashed. I cashed it, and afterwards changed it at the Bank. <box>798 506 948 539</box>
runs: 0 <box>1102 813 1106 821</box>
paragraph: Mr Morton proposed that the meeting adjourn without fixing a date for the next meeting, and this was carried. <box>324 660 474 686</box>
paragraph: Peter Coira v. Orton Brown—Claim £9 9s.—Judgment by default for the amount claimed and costs. <box>324 1153 474 1179</box>
bowling-analysis-2 <box>957 601 1106 632</box>
batsman-entry: G. Ward, c and b Smith, 3 ... <box>956 806 1035 814</box>
runs: 18 <box>1102 399 1110 407</box>
innings-heading: 1st Innings. <box>1015 327 1048 336</box>
score-row <box>957 682 1106 690</box>
paragraph: W. F. Hargreaves: I am a clerk in the Bank of New South Wales, Geraldine. I recollect the cheque being cashed. <box>640 942 790 967</box>
bowling-row <box>957 760 1106 768</box>
paragraph: From Mr Rolleston, M.H.R., asking the Council to urge and co-operate with the Ashburton County Council for the erection of a stock bridge of sufficient length over the Rangitata.—Mr Moody moved, Mr McKay seconded, and it was carried—"That the Ashburton County Council be asked to reply to the proposal re stock bridge, pointing out that the Council will contribute towards the cost, provided the bridge be not less than three feet in width. That the Minister for Public Works be written to, pointing out three, at least, would be absolutely necessary for stock, and that such bridges have been constructed up to 3ft. 6in. and found to answer admirably; and to inform the Council of the Government consent that this course should be done." <box>8 99 158 230</box>
paragraph: During the hearing of this case Mr Beswick left the Bench. <box>482 952 632 969</box>
article-heading: CRICKET. <box>1011 27 1052 36</box>
ad-text: Is simple, requires no attention, and cannot get out of order. Suitable for Town or Country, inside or outside the house. <box>960 953 1102 979</box>
paragraph: After some further consideration, Mr Gray said the real question was, Were they ready? He thought they had suffered in waiting so long. They had heard excellent men, and he believed it would be to their interest to make a selection as soon as they could. He moved as an amendment—"That they proceed to the selection at once." Mr Cain seconded this. <box>324 376 474 442</box>
score-row <box>957 508 1106 516</box>
score-row <box>957 837 1106 845</box>
paragraph: The Rev. Mr Gillies in putting the motion said they had adopted the same plan in Timaru after having seen it proved a success in Temuka. They had adopted it on the suggestion of Mr G. M. Mackay, and he was more energetic in church work. <box>166 914 316 956</box>
paragraph: J. M. Twomey: I am proprietor of the TEMUKA LEADER and GERALDINE GUARDIAN newspapers, and reside at Temuka. I know accused. He entered my employment about the beginning of July, 1883. He was paid £1 10s and allowed to let stamps, at £1 15s per week. He was paid monthly. He was to reside at Geraldine. His duties were to report all news in the Geraldine district, canvass for business, such as subscribers and adver- <box>482 1084 632 1158</box>
section-heading: MINUTES. <box>65 367 100 376</box>
batsman-entry: W. Cleaver, b Pearpoint, 1121 ... <box>956 500 1045 508</box>
bowler-name: Ogilvie <box>956 775 978 783</box>
scorecard-geraldine-2 <box>957 783 1106 869</box>
paragraph: There was a claim put in by Smith for board, and Bannatyne admitting this from the 1st Sept., the amount (12 weeks at 14s per week) was deducted from the claim. <box>482 901 632 935</box>
signature: "W. F. ANDERSON, "Inspector." <box>62 878 158 887</box>
